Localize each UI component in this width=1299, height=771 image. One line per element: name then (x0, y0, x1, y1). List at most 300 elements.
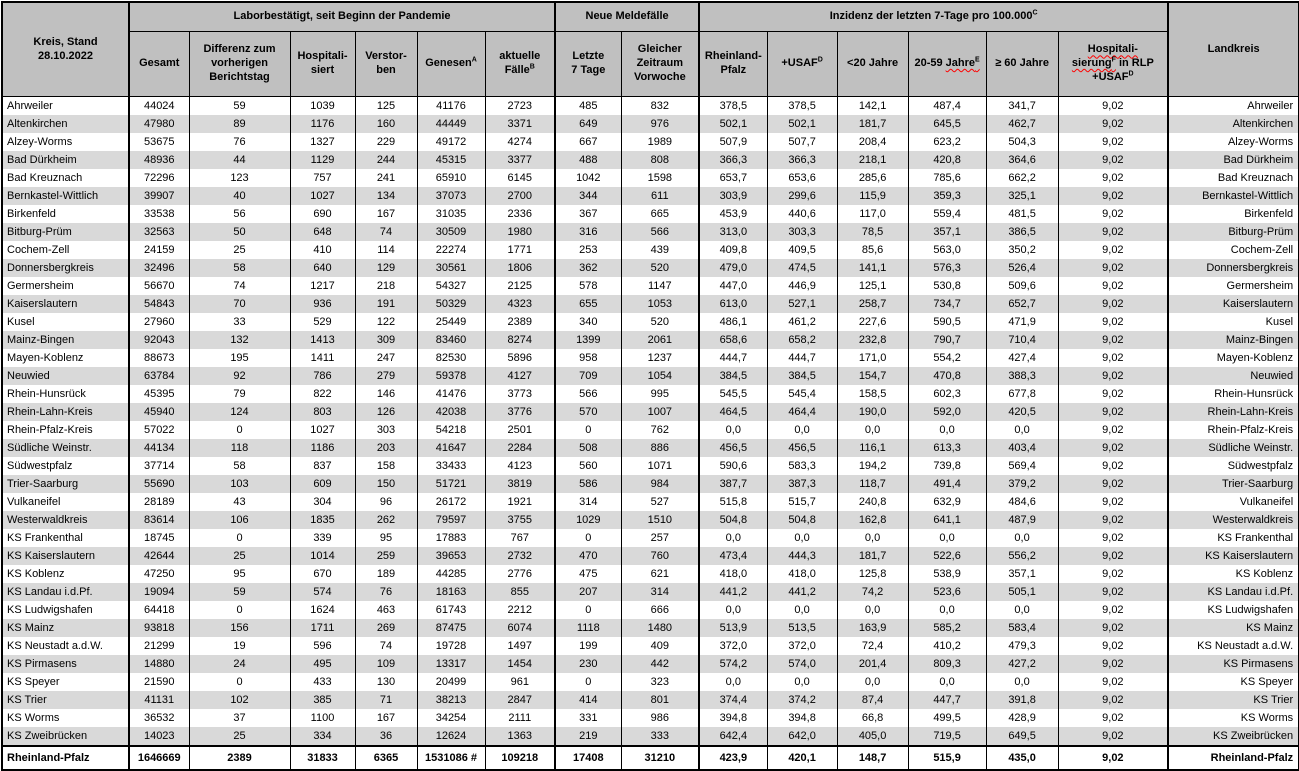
value-cell: 0,0 (699, 601, 767, 619)
value-cell: 936 (290, 295, 355, 313)
value-cell: 0,0 (986, 673, 1058, 691)
kreis-cell: Altenkirchen (2, 115, 129, 133)
value-cell: 560 (555, 457, 621, 475)
landkreis-cell: Trier-Saarburg (1168, 475, 1299, 493)
value-cell: 50329 (417, 295, 485, 313)
value-cell: 9,02 (1058, 655, 1168, 673)
value-cell: 2125 (485, 277, 555, 295)
value-cell: 1711 (290, 619, 355, 637)
value-cell: 9,02 (1058, 547, 1168, 565)
value-cell: 34254 (417, 709, 485, 727)
table-row (2, 115, 1299, 133)
value-cell: 505,1 (986, 583, 1058, 601)
value-cell: 9,02 (1058, 313, 1168, 331)
value-cell: 47980 (129, 115, 189, 133)
value-cell: 0,0 (837, 529, 908, 547)
value-cell: 56 (189, 205, 290, 223)
value-cell: 474,5 (767, 259, 837, 277)
value-cell: 0,0 (986, 601, 1058, 619)
value-cell: 9,02 (1058, 421, 1168, 439)
value-cell: 126 (355, 403, 417, 421)
value-cell: 314 (555, 493, 621, 511)
value-cell: 1806 (485, 259, 555, 277)
value-cell: 0,0 (699, 673, 767, 691)
value-cell: 0,0 (908, 601, 986, 619)
value-cell: 442 (621, 655, 699, 673)
landkreis-cell: Südliche Weinstr. (1168, 439, 1299, 457)
value-cell: 21590 (129, 673, 189, 691)
value-cell: 790,7 (908, 331, 986, 349)
value-cell: 303,3 (767, 223, 837, 241)
value-cell: 76 (355, 583, 417, 601)
value-cell: 649 (555, 115, 621, 133)
value-cell: 17408 (555, 746, 621, 770)
value-cell: 433 (290, 673, 355, 691)
value-cell: 122 (355, 313, 417, 331)
value-cell: 43 (189, 493, 290, 511)
value-cell: 55690 (129, 475, 189, 493)
value-cell: 303,9 (699, 187, 767, 205)
value-cell: 314 (621, 583, 699, 601)
kreis-cell: KS Mainz (2, 619, 129, 637)
table-row (2, 349, 1299, 367)
value-cell: 74 (355, 637, 417, 655)
landkreis-cell: Vulkaneifel (1168, 493, 1299, 511)
value-cell: 479,0 (699, 259, 767, 277)
value-cell: 1480 (621, 619, 699, 637)
value-cell: 515,8 (699, 493, 767, 511)
value-cell: 31210 (621, 746, 699, 770)
value-cell: 495 (290, 655, 355, 673)
value-cell: 32563 (129, 223, 189, 241)
value-cell: 855 (485, 583, 555, 601)
value-cell: 25 (189, 241, 290, 259)
kreis-cell: Bad Dürkheim (2, 151, 129, 169)
value-cell: 461,2 (767, 313, 837, 331)
landkreis-cell: Germersheim (1168, 277, 1299, 295)
kreis-cell: KS Zweibrücken (2, 727, 129, 746)
value-cell: 25 (189, 727, 290, 746)
value-cell: 53675 (129, 133, 189, 151)
value-cell: 21299 (129, 637, 189, 655)
value-cell: 64418 (129, 601, 189, 619)
value-cell: 2111 (485, 709, 555, 727)
value-cell: 403,4 (986, 439, 1058, 457)
value-cell: 44134 (129, 439, 189, 457)
value-cell: 666 (621, 601, 699, 619)
value-cell: 384,5 (699, 367, 767, 385)
value-cell: 3371 (485, 115, 555, 133)
value-cell: 4127 (485, 367, 555, 385)
value-cell: 14023 (129, 727, 189, 746)
value-cell: 464,5 (699, 403, 767, 421)
landkreis-cell: Ahrweiler (1168, 97, 1299, 116)
value-cell: 499,5 (908, 709, 986, 727)
value-cell: 362 (555, 259, 621, 277)
value-cell: 710,4 (986, 331, 1058, 349)
value-cell: 364,6 (986, 151, 1058, 169)
value-cell: 41476 (417, 385, 485, 403)
value-cell: 583,3 (767, 457, 837, 475)
value-cell: 191 (355, 295, 417, 313)
value-cell: 9,02 (1058, 151, 1168, 169)
value-cell: 259 (355, 547, 417, 565)
value-cell: 487,4 (908, 97, 986, 116)
value-cell: 592,0 (908, 403, 986, 421)
value-cell: 502,1 (767, 115, 837, 133)
value-cell: 33538 (129, 205, 189, 223)
value-cell: 92043 (129, 331, 189, 349)
value-cell: 262 (355, 511, 417, 529)
value-cell: 590,5 (908, 313, 986, 331)
landkreis-cell: Rhein-Pfalz-Kreis (1168, 421, 1299, 439)
value-cell: 41176 (417, 97, 485, 116)
value-cell: 886 (621, 439, 699, 457)
value-cell: 2336 (485, 205, 555, 223)
kreis-cell: KS Landau i.d.Pf. (2, 583, 129, 601)
value-cell: 1921 (485, 493, 555, 511)
value-cell: 19 (189, 637, 290, 655)
value-cell: 87,4 (837, 691, 908, 709)
value-cell: 440,6 (767, 205, 837, 223)
value-cell: 203 (355, 439, 417, 457)
value-cell: 37 (189, 709, 290, 727)
value-cell: 74 (189, 277, 290, 295)
landkreis-cell: KS Worms (1168, 709, 1299, 727)
value-cell: 739,8 (908, 457, 986, 475)
value-cell: 123 (189, 169, 290, 187)
value-cell: 1007 (621, 403, 699, 421)
value-cell: 596 (290, 637, 355, 655)
value-cell: 1989 (621, 133, 699, 151)
value-cell: 208,4 (837, 133, 908, 151)
value-cell: 486,1 (699, 313, 767, 331)
value-cell: 427,4 (986, 349, 1058, 367)
value-cell: 1399 (555, 331, 621, 349)
kreis-cell: Trier-Saarburg (2, 475, 129, 493)
value-cell: 9,02 (1058, 529, 1168, 547)
value-cell: 40 (189, 187, 290, 205)
value-cell: 201,4 (837, 655, 908, 673)
value-cell: 609 (290, 475, 355, 493)
value-cell: 420,8 (908, 151, 986, 169)
kreis-cell: Rheinland-Pfalz (2, 746, 129, 770)
value-cell: 14880 (129, 655, 189, 673)
value-cell: 154,7 (837, 367, 908, 385)
value-cell: 130 (355, 673, 417, 691)
kreis-cell: KS Pirmasens (2, 655, 129, 673)
value-cell: 0 (555, 673, 621, 691)
value-cell: 85,6 (837, 241, 908, 259)
value-cell: 181,7 (837, 115, 908, 133)
value-cell: 9,02 (1058, 133, 1168, 151)
value-cell: 1646669 (129, 746, 189, 770)
value-cell: 9,02 (1058, 691, 1168, 709)
value-cell: 984 (621, 475, 699, 493)
value-cell: 379,2 (986, 475, 1058, 493)
value-cell: 218,1 (837, 151, 908, 169)
header-inzidenz-rlp: Rheinland-Pfalz (699, 32, 767, 97)
genesen-footnote-sup: A (471, 56, 477, 64)
value-cell: 372,0 (699, 637, 767, 655)
value-cell: 410 (290, 241, 355, 259)
value-cell: 3773 (485, 385, 555, 403)
value-cell: 585,2 (908, 619, 986, 637)
value-cell: 1176 (290, 115, 355, 133)
value-cell: 976 (621, 115, 699, 133)
value-cell: 109218 (485, 746, 555, 770)
kreis-cell: KS Koblenz (2, 565, 129, 583)
value-cell: 146 (355, 385, 417, 403)
table-row (2, 619, 1299, 637)
value-cell: 39653 (417, 547, 485, 565)
value-cell: 9,02 (1058, 565, 1168, 583)
value-cell: 9,02 (1058, 277, 1168, 295)
value-cell: 148,7 (837, 746, 908, 770)
kreis-cell: Rhein-Lahn-Kreis (2, 403, 129, 421)
value-cell: 1147 (621, 277, 699, 295)
value-cell: 24159 (129, 241, 189, 259)
header-unter-20-jahre: <20 Jahre (837, 32, 908, 97)
group-header-neue-meldefaelle: Neue Meldefälle (555, 2, 699, 32)
value-cell: 1531086 # (417, 746, 485, 770)
kreis-cell: Neuwied (2, 367, 129, 385)
value-cell: 566 (621, 223, 699, 241)
value-cell: 366,3 (699, 151, 767, 169)
value-cell: 372,0 (767, 637, 837, 655)
value-cell: 5896 (485, 349, 555, 367)
value-cell: 1129 (290, 151, 355, 169)
kreis-cell: Alzey-Worms (2, 133, 129, 151)
value-cell: 642,0 (767, 727, 837, 746)
value-cell: 50 (189, 223, 290, 241)
value-cell: 632,9 (908, 493, 986, 511)
value-cell: 570 (555, 403, 621, 421)
value-cell: 218 (355, 277, 417, 295)
value-cell: 3377 (485, 151, 555, 169)
value-cell: 566 (555, 385, 621, 403)
value-cell: 513,5 (767, 619, 837, 637)
value-cell: 9,02 (1058, 457, 1168, 475)
value-cell: 374,4 (699, 691, 767, 709)
value-cell: 9,02 (1058, 97, 1168, 116)
value-cell: 253 (555, 241, 621, 259)
value-cell: 59 (189, 583, 290, 601)
value-cell: 9,02 (1058, 169, 1168, 187)
value-cell: 106 (189, 511, 290, 529)
kreis-cell: Rhein-Pfalz-Kreis (2, 421, 129, 439)
landkreis-cell: Kusel (1168, 313, 1299, 331)
kreis-cell: Südliche Weinstr. (2, 439, 129, 457)
value-cell: 9,02 (1058, 746, 1168, 770)
value-cell: 0 (189, 673, 290, 691)
value-cell: 58 (189, 457, 290, 475)
value-cell: 388,3 (986, 367, 1058, 385)
value-cell: 9,02 (1058, 187, 1168, 205)
value-cell: 439 (621, 241, 699, 259)
value-cell: 809,3 (908, 655, 986, 673)
value-cell: 9,02 (1058, 205, 1168, 223)
value-cell: 6145 (485, 169, 555, 187)
value-cell: 38213 (417, 691, 485, 709)
value-cell: 665 (621, 205, 699, 223)
value-cell: 590,6 (699, 457, 767, 475)
table-row (2, 187, 1299, 205)
value-cell: 785,6 (908, 169, 986, 187)
value-cell: 20499 (417, 673, 485, 691)
value-cell: 167 (355, 709, 417, 727)
value-cell: 9,02 (1058, 349, 1168, 367)
table-row (2, 421, 1299, 439)
value-cell: 76 (189, 133, 290, 151)
value-cell: 391,8 (986, 691, 1058, 709)
value-cell: 986 (621, 709, 699, 727)
table-row (2, 241, 1299, 259)
value-cell: 41647 (417, 439, 485, 457)
value-cell: 958 (555, 349, 621, 367)
value-cell: 229 (355, 133, 417, 151)
table-row (2, 511, 1299, 529)
value-cell: 602,3 (908, 385, 986, 403)
value-cell: 441,2 (767, 583, 837, 601)
value-cell: 611 (621, 187, 699, 205)
header-ueber-60-jahre: ≥ 60 Jahre (986, 32, 1058, 97)
value-cell: 515,7 (767, 493, 837, 511)
value-cell: 45940 (129, 403, 189, 421)
value-cell: 487,9 (986, 511, 1058, 529)
value-cell: 0,0 (908, 529, 986, 547)
value-cell: 559,4 (908, 205, 986, 223)
table-row (2, 691, 1299, 709)
value-cell: 530,8 (908, 277, 986, 295)
landkreis-cell: KS Speyer (1168, 673, 1299, 691)
kreis-cell: KS Kaiserslautern (2, 547, 129, 565)
table-row (2, 223, 1299, 241)
value-cell: 309 (355, 331, 417, 349)
value-cell: 56670 (129, 277, 189, 295)
value-cell: 653,6 (767, 169, 837, 187)
value-cell: 3819 (485, 475, 555, 493)
kreis-cell: Bernkastel-Wittlich (2, 187, 129, 205)
value-cell: 9,02 (1058, 475, 1168, 493)
value-cell: 4123 (485, 457, 555, 475)
value-cell: 475 (555, 565, 621, 583)
table-row (2, 655, 1299, 673)
value-cell: 141,1 (837, 259, 908, 277)
value-cell: 65910 (417, 169, 485, 187)
value-cell: 54218 (417, 421, 485, 439)
value-cell: 42038 (417, 403, 485, 421)
aktuelle-footnote-sup: B (529, 63, 535, 71)
value-cell: 83460 (417, 331, 485, 349)
value-cell: 45315 (417, 151, 485, 169)
value-cell: 384,5 (767, 367, 837, 385)
value-cell: 88673 (129, 349, 189, 367)
landkreis-cell: Altenkirchen (1168, 115, 1299, 133)
kreis-cell: KS Neustadt a.d.W. (2, 637, 129, 655)
value-cell: 37714 (129, 457, 189, 475)
value-cell: 24 (189, 655, 290, 673)
value-cell: 803 (290, 403, 355, 421)
value-cell: 87475 (417, 619, 485, 637)
value-cell: 1118 (555, 619, 621, 637)
value-cell: 648 (290, 223, 355, 241)
value-cell: 0,0 (908, 673, 986, 691)
value-cell: 102 (189, 691, 290, 709)
value-cell: 31035 (417, 205, 485, 223)
landkreis-cell: KS Zweibrücken (1168, 727, 1299, 746)
table-row (2, 709, 1299, 727)
value-cell: 59378 (417, 367, 485, 385)
value-cell: 386,5 (986, 223, 1058, 241)
value-cell: 0,0 (837, 421, 908, 439)
usaf-footnote-sup: D (1128, 70, 1134, 78)
value-cell: 645,5 (908, 115, 986, 133)
value-cell: 163,9 (837, 619, 908, 637)
value-cell: 653,7 (699, 169, 767, 187)
value-cell: 0,0 (986, 421, 1058, 439)
landkreis-cell: Rheinland-Pfalz (1168, 746, 1299, 770)
value-cell: 9,02 (1058, 673, 1168, 691)
value-cell: 405,0 (837, 727, 908, 746)
value-cell: 471,9 (986, 313, 1058, 331)
table-row (2, 583, 1299, 601)
value-cell: 54327 (417, 277, 485, 295)
landkreis-cell: Bitburg-Prüm (1168, 223, 1299, 241)
value-cell: 583,4 (986, 619, 1058, 637)
value-cell: 1363 (485, 727, 555, 746)
value-cell: 9,02 (1058, 709, 1168, 727)
table-row (2, 133, 1299, 151)
value-cell: 44024 (129, 97, 189, 116)
value-cell: 613,0 (699, 295, 767, 313)
value-cell: 523,6 (908, 583, 986, 601)
value-cell: 142,1 (837, 97, 908, 116)
value-cell: 387,7 (699, 475, 767, 493)
value-cell: 30509 (417, 223, 485, 241)
value-cell: 470,8 (908, 367, 986, 385)
value-cell: 4323 (485, 295, 555, 313)
group-header-inzidenz (699, 2, 1168, 32)
value-cell: 26172 (417, 493, 485, 511)
landkreis-cell: KS Mainz (1168, 619, 1299, 637)
value-cell: 70 (189, 295, 290, 313)
value-cell: 641,1 (908, 511, 986, 529)
value-cell: 394,8 (699, 709, 767, 727)
table-row (2, 151, 1299, 169)
covid-kreis-table (1, 1, 1299, 771)
value-cell: 0 (555, 421, 621, 439)
value-cell: 1598 (621, 169, 699, 187)
value-cell: 586 (555, 475, 621, 493)
value-cell: 1053 (621, 295, 699, 313)
value-cell: 181,7 (837, 547, 908, 565)
value-cell: 507,9 (699, 133, 767, 151)
value-cell: 578 (555, 277, 621, 295)
value-cell: 71 (355, 691, 417, 709)
value-cell: 230 (555, 655, 621, 673)
value-cell: 117,0 (837, 205, 908, 223)
value-cell: 464,4 (767, 403, 837, 421)
value-cell: 74,2 (837, 583, 908, 601)
value-cell: 9,02 (1058, 259, 1168, 277)
value-cell: 150 (355, 475, 417, 493)
header-aktuelle-faelle: aktuelle Fälle$^B$ (485, 32, 555, 97)
value-cell: 545,5 (699, 385, 767, 403)
value-cell: 195 (189, 349, 290, 367)
value-cell: 44 (189, 151, 290, 169)
corner-header-kreis-stand: Kreis, Stand 28.10.2022 (2, 2, 129, 97)
